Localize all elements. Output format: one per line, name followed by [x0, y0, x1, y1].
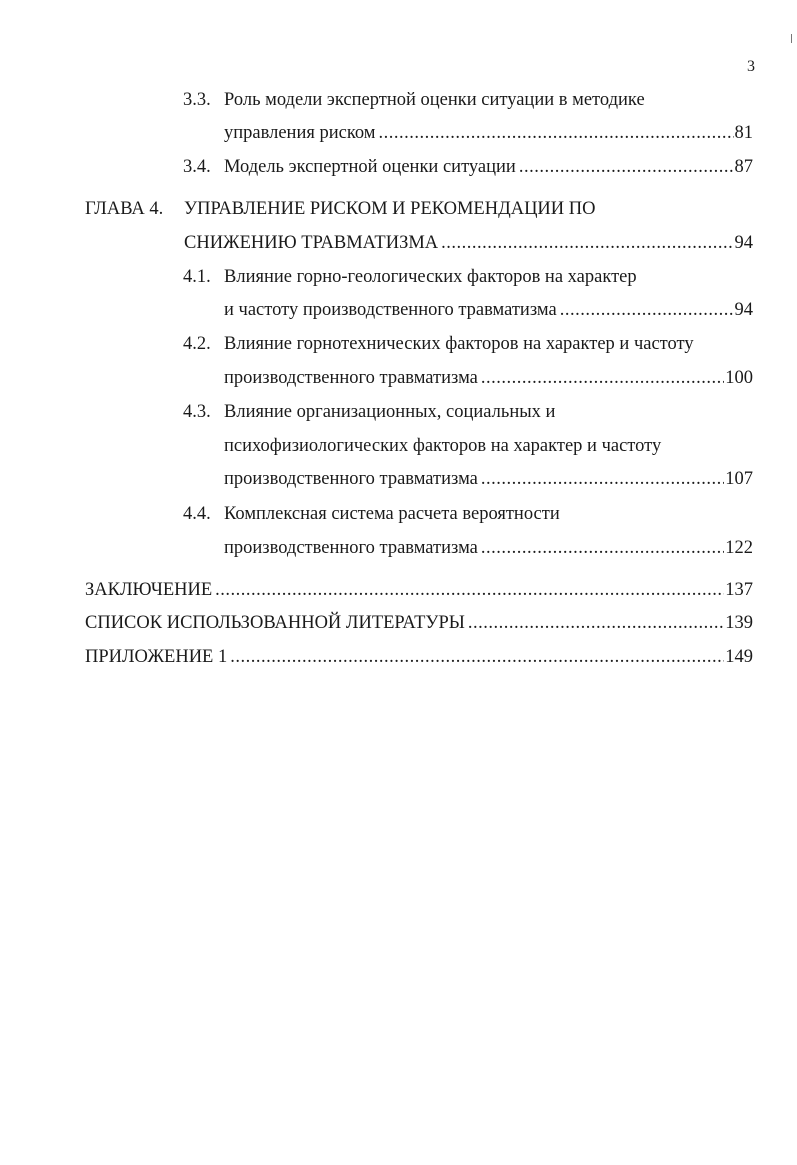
toc-entry-4-2-line-1: Влияние горнотехнических факторов на характер и частоту: [224, 334, 694, 354]
toc-references[interactable]: [85, 611, 753, 635]
toc-entry-4-2-number: 4.2.: [183, 334, 211, 354]
toc-entry-4-2-line-last: производственного травматизма: [224, 368, 478, 388]
toc-entry-4-1-page: 94: [734, 300, 753, 320]
leader-dots: [560, 298, 734, 322]
toc-appendix-1[interactable]: [85, 645, 753, 669]
toc-entry-4-3-number: 4.3.: [183, 402, 211, 422]
page-edge-mark: [791, 34, 792, 43]
toc-chapter-4-page: 94: [734, 233, 753, 253]
leader-dots: [441, 231, 733, 255]
leader-dots: [519, 155, 734, 179]
toc-references-page: 139: [725, 613, 753, 633]
toc-entry-4-3-line-1: Влияние организационных, социальных и: [224, 402, 556, 422]
leader-dots: [379, 121, 734, 145]
toc-entry-4-1-line-last: и частоту производственного травматизма: [224, 300, 557, 320]
toc-entry-4-4-line-last: производственного травматизма: [224, 538, 478, 558]
toc-entry-4-1-number: 4.1.: [183, 267, 211, 287]
toc-conclusion-title: ЗАКЛЮЧЕНИЕ: [85, 580, 213, 600]
toc-entry-3-3-title[interactable]: [183, 88, 753, 112]
toc-chapter-4-number: ГЛАВА 4.: [85, 199, 164, 219]
toc-entry-4-1-title[interactable]: [183, 265, 753, 289]
leader-dots: [215, 578, 724, 602]
toc-appendix-1-page: 149: [725, 647, 753, 667]
toc-entry-4-3-title[interactable]: [183, 400, 753, 424]
toc-entry-4-3[interactable]: [224, 467, 753, 491]
toc-entry-4-2-title[interactable]: [183, 332, 753, 356]
toc-entry-4-4-line-1: Комплексная система расчета вероятности: [224, 504, 560, 524]
leader-dots: [481, 366, 724, 390]
leader-dots: [230, 645, 724, 669]
leader-dots: [481, 467, 724, 491]
leader-dots: [468, 611, 724, 635]
toc-chapter-4-title[interactable]: [85, 197, 753, 221]
toc-entry-3-3-line-last: управления риском: [224, 123, 376, 143]
toc-entry-3-3-page: 81: [734, 123, 753, 143]
page-number: 3: [747, 58, 755, 75]
toc-entry-4-2[interactable]: [224, 366, 753, 390]
toc-entry-3-3-number: 3.3.: [183, 90, 211, 110]
toc-entry-4-3-line-last: производственного травматизма: [224, 469, 478, 489]
toc-entry-4-4-page: 122: [725, 538, 753, 558]
toc-entry-4-4-title[interactable]: [183, 502, 753, 526]
toc-conclusion[interactable]: [85, 578, 753, 602]
toc-entry-3-4-page: 87: [734, 157, 753, 177]
toc-entry-3-3[interactable]: [224, 121, 753, 145]
toc-entry-4-2-page: 100: [725, 368, 753, 388]
toc-entry-4-4[interactable]: [224, 536, 753, 560]
toc-entry-4-1-line-1: Влияние горно-геологических факторов на характер: [224, 267, 637, 287]
toc-chapter-4-line-last: СНИЖЕНИЮ ТРАВМАТИЗМА: [184, 233, 439, 253]
toc-entry-3-4-number: 3.4.: [183, 157, 211, 177]
toc-entry-3-3-line-1: Роль модели экспертной оценки ситуации в методике: [224, 90, 645, 110]
toc-entry-4-1[interactable]: [224, 298, 753, 322]
toc-chapter-4[interactable]: [184, 231, 753, 255]
toc-appendix-1-title: ПРИЛОЖЕНИЕ 1: [85, 647, 228, 667]
toc-chapter-4-line-1: УПРАВЛЕНИЕ РИСКОМ И РЕКОМЕНДАЦИИ ПО: [184, 199, 596, 219]
leader-dots: [481, 536, 724, 560]
toc-entry-3-4[interactable]: [183, 155, 753, 179]
toc-entry-4-3-line-2: психофизиологических факторов на характер и частоту: [224, 436, 662, 456]
toc-references-title: СПИСОК ИСПОЛЬЗОВАННОЙ ЛИТЕРАТУРЫ: [85, 613, 465, 633]
toc-entry-3-4-title: Модель экспертной оценки ситуации: [224, 157, 516, 177]
toc-conclusion-page: 137: [725, 580, 753, 600]
toc-entry-4-4-number: 4.4.: [183, 504, 211, 524]
toc-entry-4-3-page: 107: [725, 469, 753, 489]
